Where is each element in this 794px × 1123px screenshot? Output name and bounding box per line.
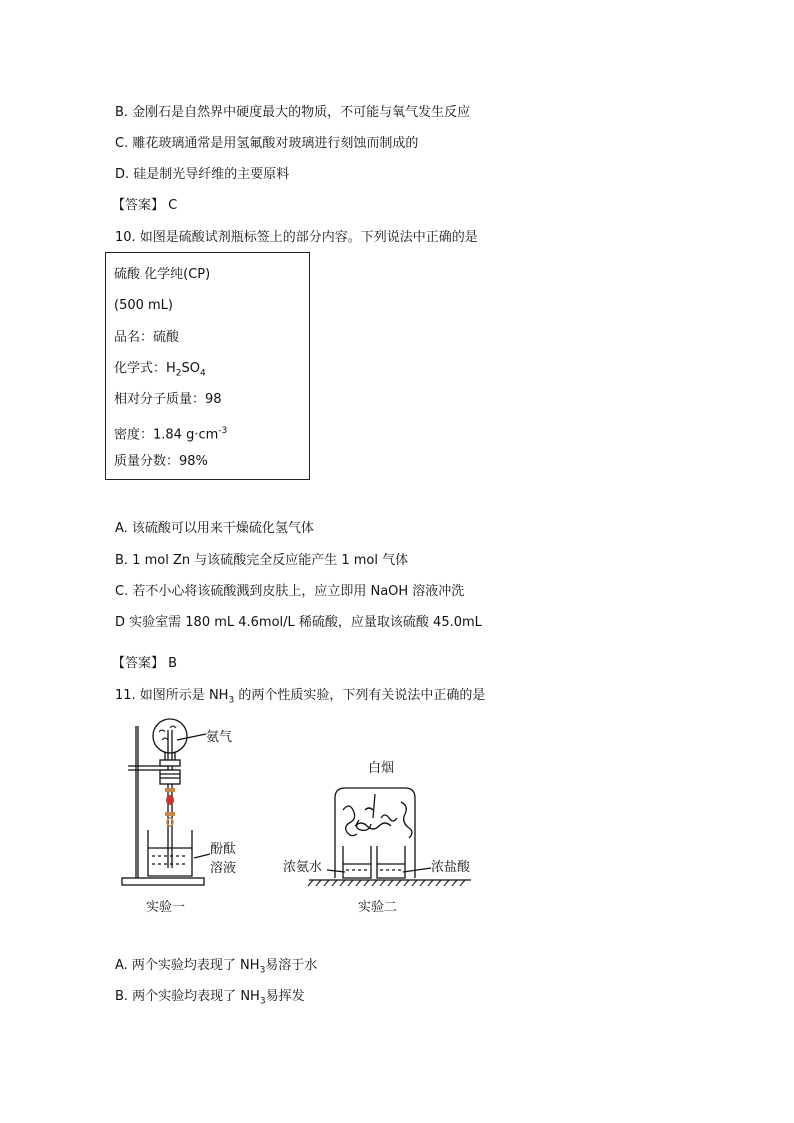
label-formula: 化学式：$H_2SO_4$ (114, 361, 206, 379)
label-conc-hcl: 浓盐酸 (431, 860, 471, 875)
reagent-label-box (105, 252, 310, 480)
answer-value: C (168, 198, 178, 213)
q10-option-a: A. 该硫酸可以用来干燥硫化氢气体 (115, 521, 314, 536)
q10-option-d: D 实验室需 180 mL 4.6mol/L 稀硫酸，应量取该硫酸 45.0mL (115, 615, 482, 630)
label-white-smoke: 白烟 (368, 761, 395, 776)
q9-answer (112, 197, 177, 215)
q11-option-b: B. 两个实验均表现了 $NH_3$易挥发 (115, 989, 305, 1007)
answer-bracket: 【答案】 (112, 198, 165, 213)
label-molecular-weight: 相对分子质量：98 (114, 392, 222, 407)
q10-option-c: C. 若不小心将该硫酸溅到皮肤上，应立即用 NaOH 溶液冲洗 (115, 584, 465, 599)
q11-option-a: A. 两个实验均表现了 $NH_3$易溶于水 (115, 958, 318, 976)
q9-option-c: C. 雕花玻璃通常是用氢氟酸对玻璃进行刻蚀而制成的 (115, 136, 419, 151)
label-phenolphthalein-1: 酚酞 (210, 842, 237, 857)
caption-experiment-two: 实验二 (358, 900, 398, 915)
caption-experiment-one: 实验一 (146, 900, 186, 915)
label-volume: (500 mL) (114, 298, 173, 313)
q10-stem: 10. 如图是硫酸试剂瓶标签上的部分内容。下列说法中正确的是 (115, 230, 478, 245)
q10-option-b: B. 1 mol Zn 与该硫酸完全反应能产生 1 mol 气体 (115, 553, 409, 568)
label-ammonia: 氨气 (206, 730, 233, 745)
label-mass-fraction: 质量分数：98% (114, 454, 208, 469)
q9-option-b: B. 金刚石是自然界中硬度最大的物质，不可能与氧气发生反应 (115, 105, 471, 120)
label-phenolphthalein-2: 溶液 (210, 861, 237, 876)
q10-answer: 【答案】 B (112, 656, 178, 671)
label-title: 硫酸 化学纯(CP) (114, 267, 211, 282)
label-density: 密度：1.84 $g\cdot cm^{-3}$ (114, 426, 228, 443)
q9-option-d: D. 硅是制光导纤维的主要原料 (115, 167, 290, 182)
label-conc-ammonia: 浓氨水 (283, 860, 323, 875)
experiment-one-figure (118, 718, 268, 893)
q11-stem: 11. 如图所示是 $NH_3$ 的两个性质实验，下列有关说法中正确的是 (115, 688, 486, 706)
label-name: 品名：硫酸 (114, 330, 180, 345)
